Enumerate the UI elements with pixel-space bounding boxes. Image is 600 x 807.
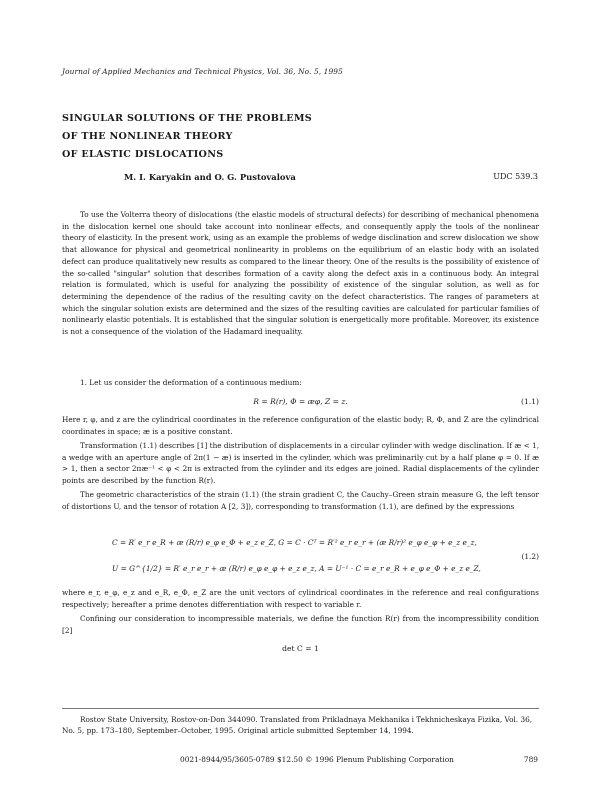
- confining-paragraph: [62, 613, 539, 636]
- after-equation-1-2: [62, 587, 539, 610]
- paper-title: [62, 110, 312, 164]
- journal-header: Journal of Applied Mechanics and Technical Physics, Vol. 36, No. 5, 1995: [62, 67, 343, 76]
- equation-det-c: [62, 644, 539, 656]
- udc-code: UDC 539.3: [493, 172, 538, 181]
- after-equation-1-2-text: where e_r, e_φ, e_z and e_R, e_Φ, e_Z are the unit vectors of cylindrical coordinates in the reference and real configurations respectively; hereafter a prime denotes differentiation with respect to variable r.: [62, 588, 539, 609]
- after-equation-1-1-text: Here r, φ, and z are the cylindrical coordinates in the reference configuration of the elastic body; R, Φ, and Z are the cylindrical coordinates in space; æ is a positive constant.: [62, 415, 539, 436]
- footnote-text: Rostov State University, Rostov-on-Don 344090. Translated from Prikladnaya Mekhanika i Tekhnicheskaya Fizika, Vol. 36, No. 5, pp. 173–180, September–October, 1995. Original article submitted September 14, 1994.: [62, 715, 533, 735]
- equation-1-1-number: (1.1): [520, 397, 539, 406]
- authors: M. I. Karyakin and O. G. Pustovalova: [124, 172, 296, 182]
- equation-1-1-body: R = R(r), Φ = æφ, Z = z.: [253, 397, 348, 406]
- page-number: 789: [523, 755, 538, 764]
- footnote-rule: [62, 708, 539, 709]
- section-1-intro: [62, 377, 539, 389]
- footnote: [62, 714, 539, 736]
- abstract-text: To use the Volterra theory of dislocations (the elastic models of structural defects) for describing of mechanical phenomena in the dislocation kernel one should take account into nonlinear effects, and consequently apply the tools of the nonlinear theory of elasticity. In the present work, using as an example the problems of wedge disclination and screw dislocation we show that allowance for physical and geometrical nonlinearity in problems on the equilibrium of an elastic body with an isolated defect can produce qualitatively new results as compared to the linear theory. One of the results is the possibility of existence of the so-called "singular" solution that describes formation of a cavity along the defect axis in a continuous body. An integral relation is formulated, which is useful for analyzing the possibility of existence of the singular solution, as well as for determining the dependence of the radius of the resulting cavity on the defect characteristics. The ranges of parameters at which the singular solution exists are determined and the sizes of the resulting cavities are calculated for particular families of nonlinearly elastic potentials. It is established that the singular solution is energetically more profitable. Moreover, its existence is not a consequence of the violation of the Hadamard inequality.: [62, 210, 539, 337]
- abstract: [62, 209, 539, 338]
- equation-1-2-number: (1.2): [521, 552, 539, 561]
- transformation-paragraph: [62, 440, 539, 487]
- equation-det-c-body: det C = 1: [282, 644, 319, 653]
- geometric-paragraph: [62, 489, 539, 512]
- equation-1-2-line-1: C = R′ e_r e_R + æ (R/r) e_φ e_Φ + e_z e_Z, G = C · Cᵀ = R′² e_r e_r + (æ R/r)² e_φ e_φ + e_z e_z,: [112, 538, 477, 547]
- equation-1-2-line-2: U = G^{1/2} = R′ e_r e_r + æ (R/r) e_φ e_φ + e_z e_z, A = U⁻¹ · C = e_r e_R + e_φ e_Φ + e_z e_Z,: [112, 564, 481, 573]
- section-1-intro-text: 1. Let us consider the deformation of a continuous medium:: [80, 378, 302, 387]
- equation-1-2: [62, 534, 539, 586]
- copyright-line: 0021-8944/95/3605-0789 $12.50 © 1996 Plenum Publishing Corporation: [180, 755, 454, 764]
- equation-1-1: [62, 397, 539, 409]
- title-line-2: OF THE NONLINEAR THEORY: [62, 131, 233, 142]
- title-line-1: SINGULAR SOLUTIONS OF THE PROBLEMS: [62, 113, 312, 124]
- title-line-3: OF ELASTIC DISLOCATIONS: [62, 149, 224, 160]
- transformation-text: Transformation (1.1) describes [1] the distribution of displacements in a circular cylinder with wedge disclination. If æ < 1, a wedge with an aperture angle of 2π(1 − æ) is inserted in the cylinder, which was preliminarily cut by a half plane φ = 0. If æ > 1, then a sector 2πæ⁻¹ < φ < 2π is extracted from the cylinder and its edges are joined. Radial displacements of the cylinder points are described by the function R(r).: [62, 441, 540, 486]
- confining-text: Confining our consideration to incompressible materials, we define the function R(r) from the incompressibility condition [2]: [62, 614, 539, 635]
- after-equation-1-1: [62, 414, 539, 437]
- geometric-text: The geometric characteristics of the strain (1.1) (the strain gradient C, the Cauchy–Green strain measure G, the left tensor of distortions U, and the tensor of rotation A [2, 3]), corresponding to transformation (1.1), are defined by the expressions: [62, 490, 539, 511]
